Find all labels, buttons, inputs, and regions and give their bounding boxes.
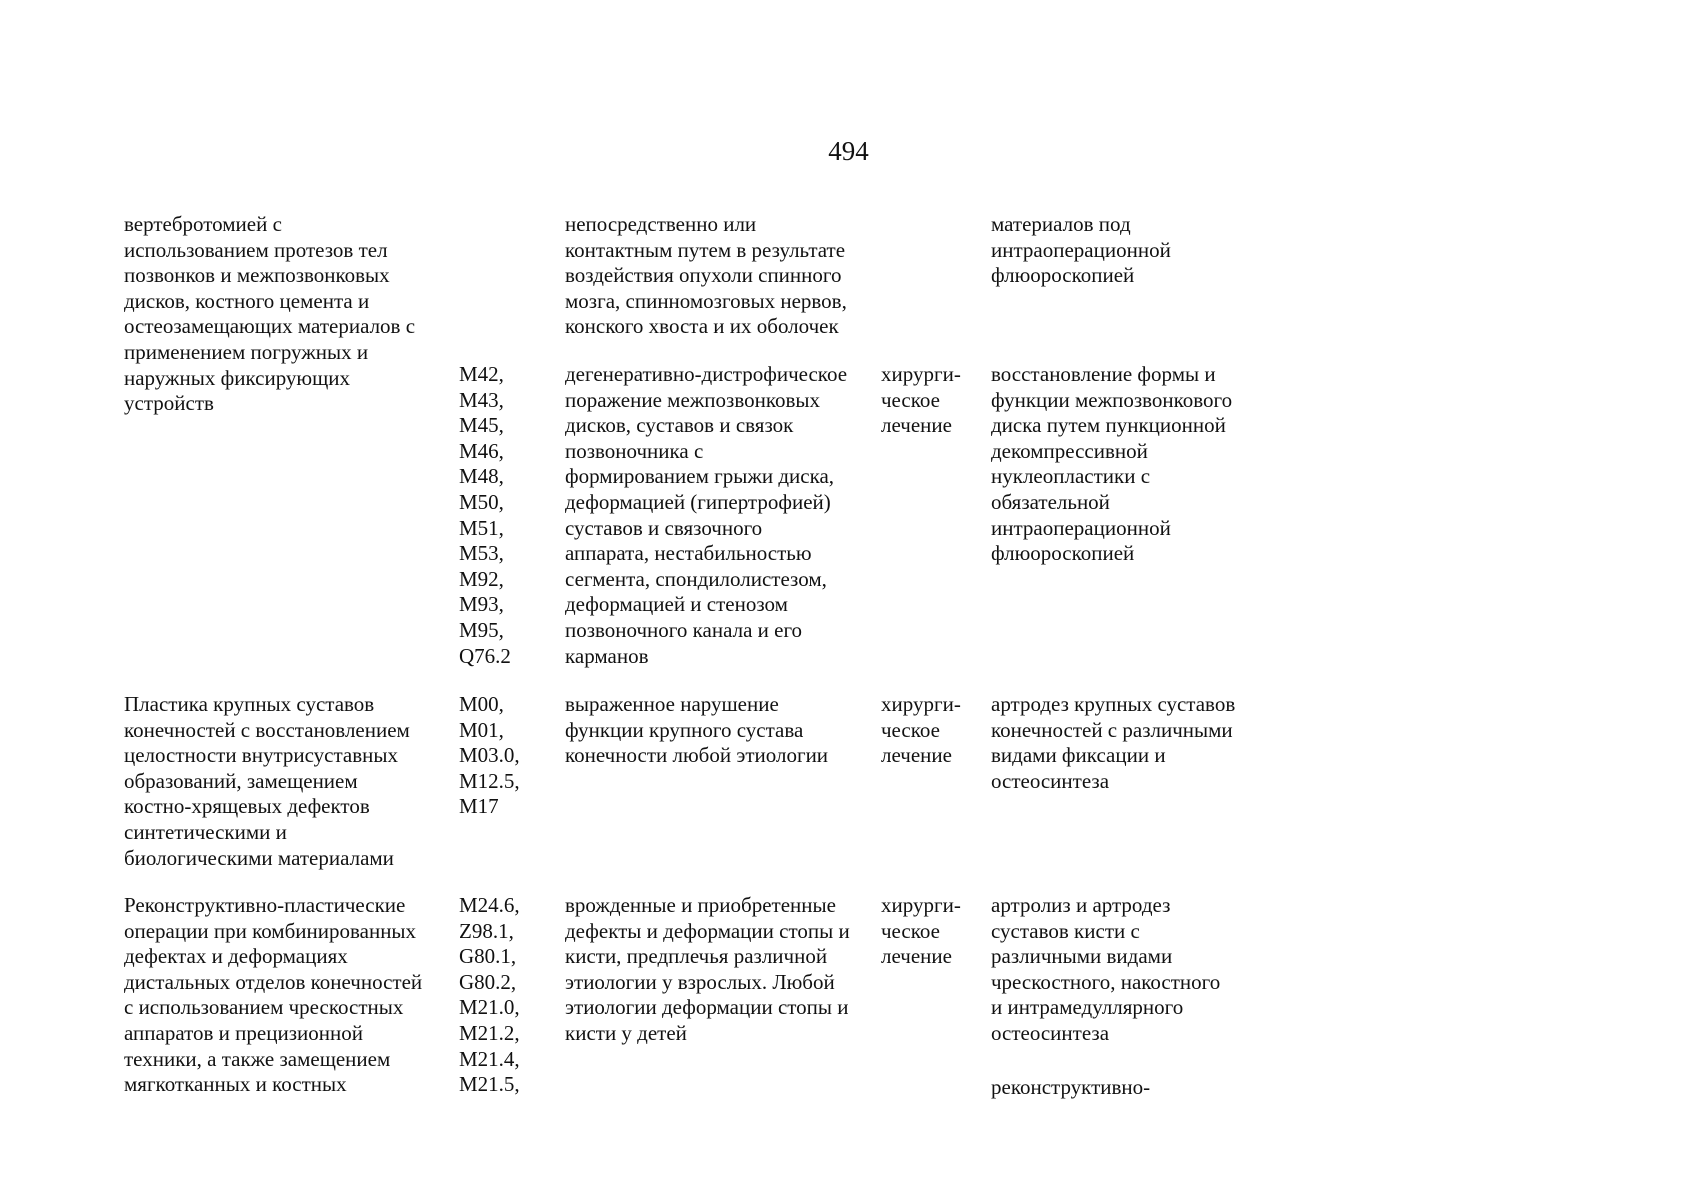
row-2-diagnosis: выраженное нарушение функции крупного сустава конечности любой этиологии [565, 692, 829, 768]
row-3-codes: M24.6, Z98.1, G80.1, G80.2, M21.0, M21.2, M21.4, M21.5, [459, 893, 520, 1097]
row-2-treatment-type: хирурги- ческое лечение [881, 692, 961, 768]
row-2-method: артродез крупных суставов конечностей с различными видами фиксации и остеосинтеза [991, 692, 1236, 793]
row-2-codes: M00, M01, M03.0, M12.5, M17 [459, 692, 520, 819]
row-0-method: материалов под интраоперационной флюороскопией [991, 212, 1171, 288]
row-0-operation-name: вертебротомией с использованием протезов тел позвонков и межпозвонковых дисков, костного цемента и остеозамещающих материалов с применением погружных и наружных фиксирующих устройств [124, 212, 416, 416]
row-2-operation-name: Пластика крупных суставов конечностей с восстановлением целостности внутрисуставных образований, замещением костно-хрящевых дефектов синтетическими и биологическими материалами [124, 692, 410, 870]
row-3-operation-name: Реконструктивно-пластические операции при комбинированных дефектах и деформациях дистальных отделов конечностей с использованием чрескостных аппаратов и прецизионной техники, а также замещением мягкотканных и костных [124, 893, 423, 1097]
row-3-diagnosis: врожденные и приобретенные дефекты и деформации стопы и кисти, предплечья различной этиологии у взрослых. Любой этиологии деформации стопы и кисти у детей [565, 893, 850, 1045]
row-1-treatment-type: хирурги- ческое лечение [881, 362, 961, 438]
page-number: 494 [828, 136, 869, 166]
row-3-treatment-type: хирурги- ческое лечение [881, 893, 961, 969]
row-1-diagnosis: дегенеративно-дистрофическое поражение межпозвонковых дисков, суставов и связок позвоночника с формированием грыжи диска, деформацией (гипертрофией) суставов и связочного аппарата, нестабильностью сегмента, спондилолистезом, деформацией и стенозом позвоночного канала и его карманов [565, 362, 848, 668]
row-0-diagnosis: непосредственно или контактным путем в результате воздействия опухоли спинного мозга, спинномозговых нервов, конского хвоста и их оболочек [565, 212, 847, 339]
row-1-codes: M42, M43, M45, M46, M48, M50, M51, M53, M92, M93, M95, Q76.2 [459, 362, 511, 668]
row-3-method-continuation: реконструктивно- [991, 1075, 1151, 1099]
row-1-method: восстановление формы и функции межпозвонкового диска путем пункционной декомпрессивной нуклеопластики с обязательной интраоперационной флюороскопией [991, 362, 1233, 566]
row-3-method: артролиз и артродез суставов кисти с различными видами чрескостного, накостного и интрамедуллярного остеосинтеза [991, 893, 1221, 1045]
